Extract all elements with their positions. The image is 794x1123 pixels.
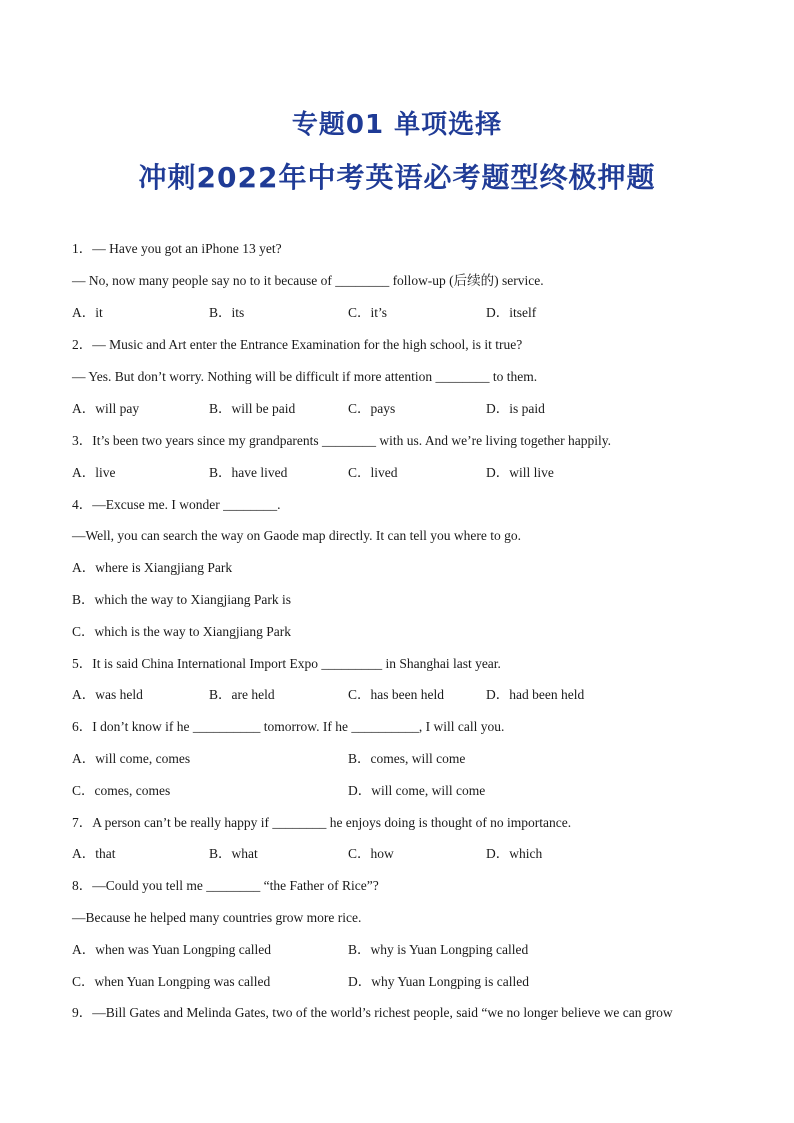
option-c[interactable]: C．it’s [348,305,388,320]
option-d[interactable]: D．is paid [486,401,545,416]
option-b[interactable]: B．its [209,305,245,320]
option-a[interactable]: A．it [72,305,103,320]
option-b[interactable]: B．will be paid [209,401,296,416]
option-a[interactable]: A．live [72,465,116,480]
question-4-stem: 4．—Excuse me. I wonder ________. [72,497,281,512]
question-2-stem: 2．— Music and Art enter the Entrance Examination for the high school, is it true? [72,337,523,352]
option-a[interactable]: A．was held [72,687,143,702]
question-9-stem: 9．—Bill Gates and Melinda Gates, two of the world’s richest people, said “we no longer believe we can grow [72,1005,673,1020]
option-d[interactable]: D．had been held [486,687,585,702]
option-b[interactable]: B．why is Yuan Longping called [348,942,529,957]
option-d[interactable]: D．itself [486,305,537,320]
question-4-option-a[interactable]: A．where is Xiangjiang Park [72,560,233,575]
question-4-option-c[interactable]: C．which is the way to Xiangjiang Park [72,624,291,639]
question-8-stem: 8．—Could you tell me ________ “the Father of Rice”? [72,878,379,893]
option-c[interactable]: C．how [348,846,394,861]
question-2-reply: — Yes. But don’t worry. Nothing will be difficult if more attention ________ to them. [72,369,538,384]
option-b[interactable]: B．have lived [209,465,288,480]
question-1-stem: 1．— Have you got an iPhone 13 yet? [72,241,282,256]
option-b[interactable]: B．comes, will come [348,751,466,766]
question-3-stem: 3．It’s been two years since my grandparents ________ with us. And we’re living together happily. [72,433,612,448]
page-subtitle: 冲刺2022年中考英语必考题型终极押题 [138,161,656,194]
option-b[interactable]: B．are held [209,687,275,702]
question-4-reply: —Well, you can search the way on Gaode map directly. It can tell you where to go. [72,528,522,543]
question-7-stem: 7．A person can’t be really happy if ________ he enjoys doing is thought of no importance. [72,815,572,830]
question-1-reply: — No, now many people say no to it because of ________ follow-up (后续的) service. [72,273,544,288]
option-b[interactable]: B．what [209,846,258,861]
option-d[interactable]: D．will come, will come [348,783,486,798]
option-c[interactable]: C．when Yuan Longping was called [72,974,271,989]
option-d[interactable]: D．why Yuan Longping is called [348,974,529,989]
option-a[interactable]: A．that [72,846,116,861]
option-c[interactable]: C．pays [348,401,396,416]
question-4-option-b[interactable]: B．which the way to Xiangjiang Park is [72,592,291,607]
option-a[interactable]: A．will come, comes [72,751,191,766]
option-c[interactable]: C．comes, comes [72,783,171,798]
page-title: 专题01 单项选择 [291,110,503,140]
option-c[interactable]: C．has been held [348,687,444,702]
option-d[interactable]: D．which [486,846,543,861]
option-a[interactable]: A．will pay [72,401,140,416]
question-8-reply: —Because he helped many countries grow more rice. [72,910,362,925]
option-d[interactable]: D．will live [486,465,554,480]
option-c[interactable]: C．lived [348,465,398,480]
question-5-stem: 5．It is said China International Import Expo _________ in Shanghai last year. [72,656,501,671]
question-6-stem: 6．I don’t know if he __________ tomorrow. If he __________, I will call you. [72,719,505,734]
option-a[interactable]: A．when was Yuan Longping called [72,942,271,957]
